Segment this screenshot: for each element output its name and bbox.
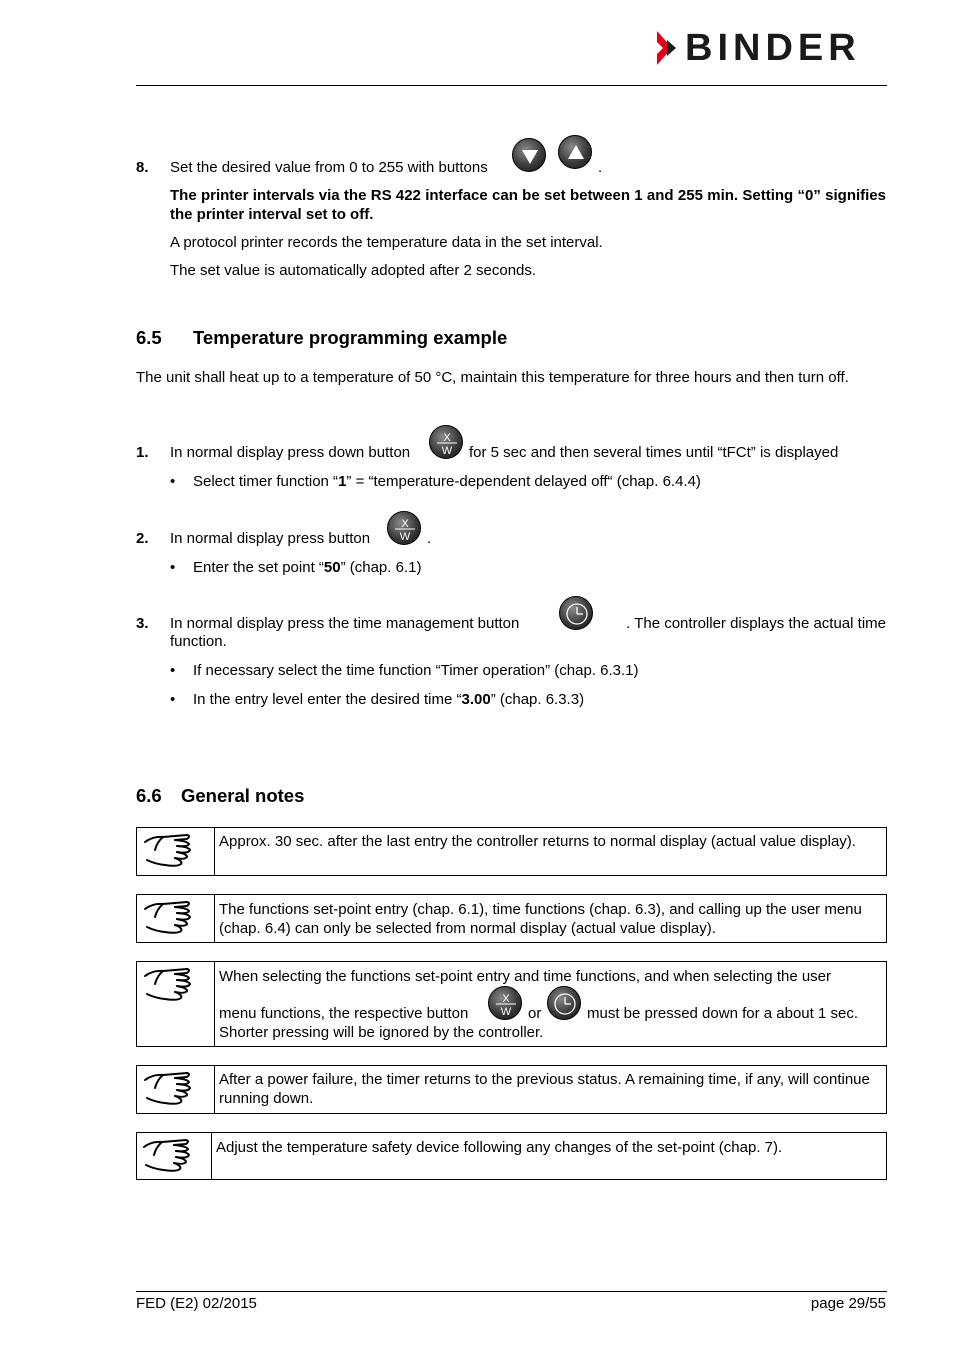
step-1-text-after: for 5 sec and then several times until “tFCt” is displayed <box>469 444 839 461</box>
note-3-text: When selecting the functions set-point entry and time functions, and when selecting the user <box>219 968 832 985</box>
auto-adopt-text: The set value is automatically adopted after 2 seconds. <box>170 262 537 279</box>
step-8-period: . <box>598 159 603 176</box>
header-rule <box>136 85 887 86</box>
note-3-line2-before: menu functions, the respective button <box>219 1005 469 1022</box>
step-2-number: 2. <box>136 530 149 547</box>
step-2-bullet: • Enter the set point “50” (chap. 6.1) <box>193 558 421 577</box>
svg-text:X: X <box>443 432 451 444</box>
pointing-hand-icon <box>143 1068 205 1112</box>
note-box-2 <box>136 894 887 943</box>
note-box-3 <box>136 961 887 1047</box>
section-6-5-title: Temperature programming example <box>193 327 508 348</box>
section-6-5-number: 6.5 <box>136 327 162 348</box>
note-box-5 <box>136 1132 887 1180</box>
xw-button-icon <box>429 425 463 459</box>
footer-rule <box>136 1291 887 1292</box>
protocol-printer-text: A protocol printer records the temperature data in the set interval. <box>170 234 603 251</box>
section-6-6-title: General notes <box>181 785 305 806</box>
printer-interval-note: The printer intervals via the RS 422 interface can be set between 1 and 255 min. Setting “0” signifies the printer interval set to off. <box>170 187 886 223</box>
note-4-text: After a power failure, the timer returns to the previous status. A remaining time, if any, will continue running down. <box>219 1071 870 1107</box>
step-2-text: In normal display press button <box>170 530 371 547</box>
step-3-text: In normal display press the time management button <box>170 615 520 632</box>
clock-button-icon <box>547 986 581 1020</box>
pointing-hand-icon <box>142 1135 204 1179</box>
pointing-hand-icon <box>143 897 205 941</box>
note-box-4 <box>136 1065 887 1114</box>
xw-button-icon <box>488 986 522 1020</box>
note-1-text: Approx. 30 sec. after the last entry the controller returns to normal display (actual value display). <box>219 833 856 850</box>
step-2-period: . <box>427 530 432 547</box>
footer-page-number: page 29/55 <box>810 1295 886 1312</box>
pointing-hand-icon <box>143 830 205 874</box>
note-2-text: The functions set-point entry (chap. 6.1), time functions (chap. 6.3), and calling up the user menu (chap. 6.4) can only be selected from normal display (actual value display). <box>219 901 862 937</box>
note-box-1 <box>136 827 887 876</box>
pointing-hand-icon <box>143 964 205 1008</box>
step-3-number: 3. <box>136 615 149 632</box>
binder-logo <box>655 27 887 69</box>
note-3-or: or <box>528 1005 542 1022</box>
svg-text:W: W <box>500 1006 512 1018</box>
section-6-6-number: 6.6 <box>136 785 162 806</box>
clock-button-icon <box>559 596 593 630</box>
step-3-bullet-1: • If necessary select the time function “Timer operation” (chap. 6.3.1) <box>193 661 638 680</box>
svg-text:W: W <box>441 445 453 457</box>
binder-logo-arrow-icon <box>655 30 683 66</box>
up-arrow-button-icon <box>558 135 592 169</box>
down-arrow-button-icon <box>512 138 546 172</box>
note-3-line2-after: must be pressed down for a about 1 sec. <box>587 1005 858 1022</box>
step-3-text-after: . The controller displays the actual time <box>626 615 886 632</box>
step-3-text-line2: function. <box>170 633 227 650</box>
step-8-number: 8. <box>136 159 149 176</box>
step-1-bullet: • Select timer function “1” = “temperature-dependent delayed off“ (chap. 6.4.4) <box>193 472 701 491</box>
note-5-text: Adjust the temperature safety device following any changes of the set-point (chap. 7). <box>216 1139 783 1156</box>
svg-text:W: W <box>399 531 411 543</box>
step-1-text: In normal display press down button <box>170 444 411 461</box>
step-8-text: Set the desired value from 0 to 255 with buttons <box>170 159 488 176</box>
logo-text: BINDER <box>685 27 861 69</box>
step-3-bullet-2: • In the entry level enter the desired time “3.00” (chap. 6.3.3) <box>193 690 584 709</box>
svg-text:X: X <box>401 518 409 530</box>
note-3-line3: Shorter pressing will be ignored by the controller. <box>219 1024 544 1041</box>
xw-button-icon <box>387 511 421 545</box>
section-6-5-intro: The unit shall heat up to a temperature of 50 °C, maintain this temperature for three hours and then turn off. <box>136 369 849 386</box>
svg-text:X: X <box>502 993 510 1005</box>
step-1-number: 1. <box>136 444 149 461</box>
footer-doc-id: FED (E2) 02/2015 <box>136 1295 257 1312</box>
